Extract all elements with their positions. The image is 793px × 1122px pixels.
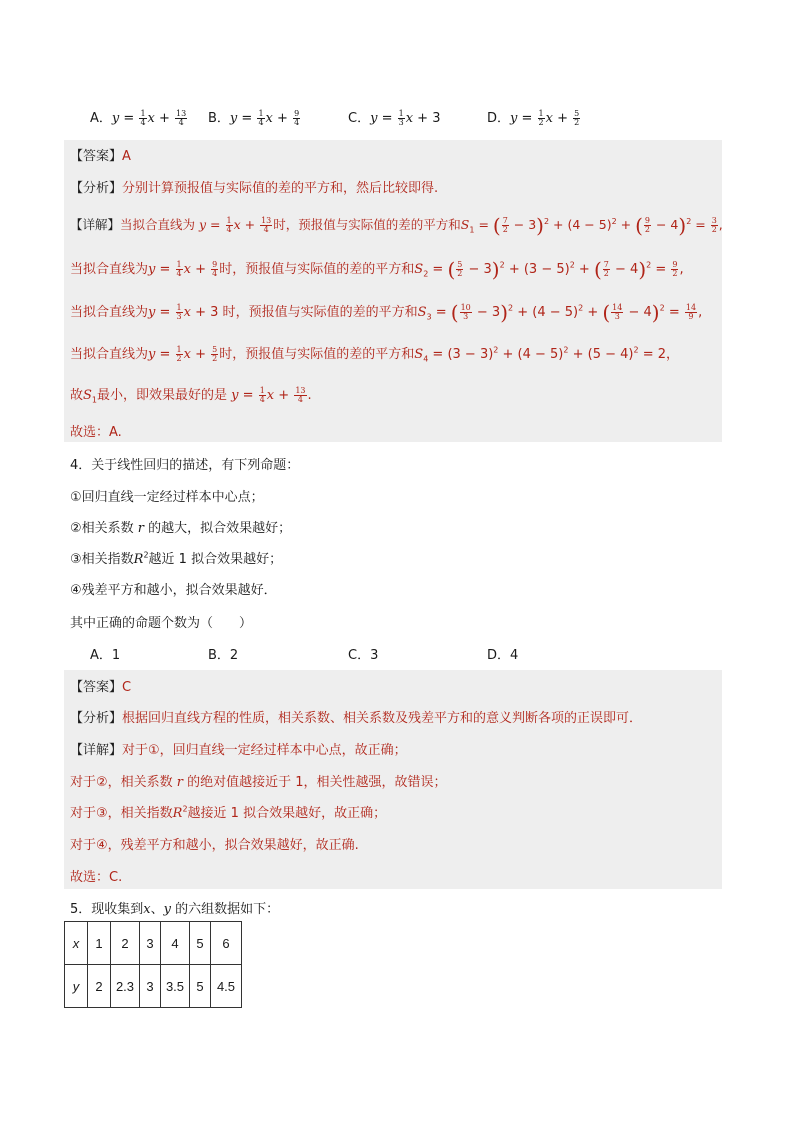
q4-option-d: D．4 [487,648,519,663]
y-cell: 5 [190,965,211,1008]
q3-option-a: A．y = $\frac{1}{4}$ x + $\frac{13}{4}$ [90,109,187,127]
y-cell: 3.5 [161,965,190,1008]
q3-analysis: 【分析】分别计算预报值与实际值的差的平方和，然后比较即得. [70,181,439,196]
y-cell: 4.5 [211,965,242,1008]
q4-analysis: 【分析】根据回归直线方程的性质，相关系数、相关系数及残差平方和的意义判断各项的正误即可． [70,711,643,726]
table-row [65,965,242,1008]
q3-detail-line-1: 【详解】当拟合直线为 y = $\frac{1}{4}$ x + $\frac{13}{4}$ 时，预报值与实际值的差的平方和$S_1$ = ( $\frac{7}{2}$ − $3)^2 + (4 - 5)^2$ + ( $\frac{9}{2}$ − 4)$^2$ = $\frac{3}{2}$ , [70,213,723,238]
q4-detail-2: 对于②，相关系数 r 的绝对值越接近于 1，相关性越强，故错误； [70,775,447,790]
q4-question: 其中正确的命题个数为（ ） [70,616,253,631]
x-cell: 2 [111,922,140,965]
y-cell: 3 [140,965,161,1008]
table-row [65,922,242,965]
x-cell: 5 [190,922,211,965]
q3-option-d: D．y = $\frac{1}{2}$ x + $\frac{5}{2}$ [487,109,580,127]
row-label-x: x [65,922,88,965]
y-cell: 2.3 [111,965,140,1008]
y-cell: 2 [88,965,111,1008]
q3-answer: 【答案】A [70,149,131,164]
q5-stem: 5．现收集到x、y 的六组数据如下： [70,902,280,917]
q4-item-1: ①回归直线一定经过样本中心点； [70,490,264,505]
x-cell: 3 [140,922,161,965]
q3-conclusion: 故$S_1$最小，即效果最好的是 y = $\frac{1}{4}$ x + $\frac{13}{4}$ . [70,386,312,405]
q4-option-a: A．1 [90,648,121,663]
q3-detail-line-2: 当拟合直线为y = $\frac{1}{4}$ x + $\frac{9}{4}$ 时，预报值与实际值的差的平方和$S_2$ = ( $\frac{5}{2}$ − $3)^2 + (3 - 5)^2$ + ( $\frac{7}{2}$ − 4)$^2$ = $\frac{9}{2}$ , [70,257,684,282]
q4-detail-1: 【详解】对于①，回归直线一定经过样本中心点，故正确； [70,743,407,758]
q4-answer: 【答案】C [70,680,132,695]
q3-detail-line-4: 当拟合直线为y = $\frac{1}{2}$ x + $\frac{5}{2}$ 时，预报值与实际值的差的平方和$S_4 = (3 - 3)^2 + (4 - 5)^2 + (5 - 4)^2 = 2$， [70,345,679,364]
q3-detail-line-3: 当拟合直线为y = $\frac{1}{3}$ x + 3 时，预报值与实际值的差的平方和$S_3$ = ( $\frac{10}{3}$ − $3)^2 + (4 - 5)^2$ + ( $\frac{14}{3}$ − 4)$^2$ = $\frac{14}{9}$ , [70,300,703,325]
q4-option-c: C．3 [348,648,379,663]
q5-data-table [64,921,242,1008]
q4-item-2: ②相关系数 r 的越大，拟合效果越好； [70,521,292,536]
q3-option-b: B．y = $\frac{1}{4}$ x + $\frac{9}{4}$ [208,109,300,127]
q4-option-b: B．2 [208,648,239,663]
q4-choose: 故选：C. [70,870,123,885]
q4-item-4: ④残差平方和越小，拟合效果越好． [70,583,277,598]
q4-item-3: ③相关指数$R^2$越近 1 拟合效果越好； [70,550,283,567]
x-cell: 4 [161,922,190,965]
q4-stem: 4．关于线性回归的描述，有下列命题： [70,458,300,473]
q3-option-c: C．y = $\frac{1}{3}$ x + 3 [348,109,441,127]
x-cell: 1 [88,922,111,965]
x-cell: 6 [211,922,242,965]
q4-detail-3: 对于③，相关指数$R^2$越接近 1 拟合效果越好，故正确； [70,804,387,821]
row-label-y: y [65,965,88,1008]
q3-choose: 故选：A. [70,425,122,440]
q4-detail-4: 对于④，残差平方和越小，拟合效果越好，故正确. [70,838,359,853]
